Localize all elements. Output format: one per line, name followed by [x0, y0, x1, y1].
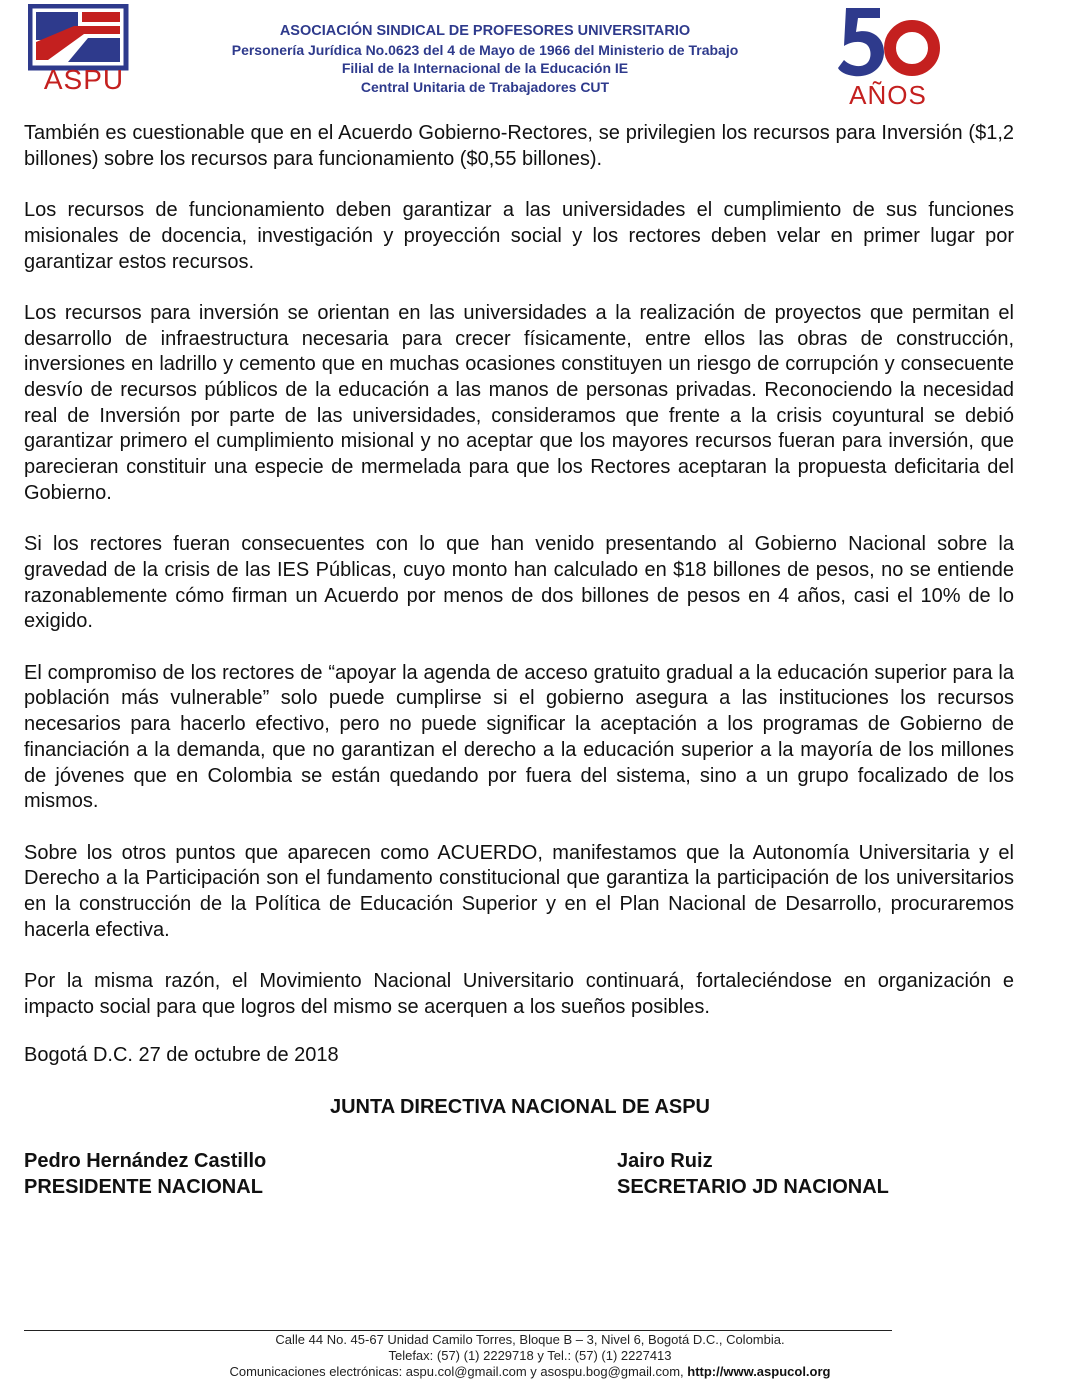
paragraph: Los recursos de funcionamiento deben garantizar a las universidades el cumplimiento de sus funciones misionales de docencia, investigación y proyección social y los rectores deben velar en primer lugar por garantizar estos recursos. — [24, 199, 1014, 273]
footer-contact — [130, 1364, 930, 1380]
letter-body — [24, 121, 1014, 1046]
paragraph: Los recursos para inversión se orientan en las universidades a la realización de proyectos que permitan el desarrollo de infraestructura necesaria para crecer físicamente, entre ellos las obras de construcción, inversiones en ladrillo y cemento que en muchas ocasiones constituyen un riesgo de corrupción y consecuente desvío de recursos públicos de la educación a las manos de personas privadas. Reconociendo la necesidad real de Inversión por parte de las universidades, consideramos que frente a la crisis coyuntural se debió garantizar primero el cumplimiento misional y no aceptar que los mayores recursos fueran para inversión, que parecieran constituir una especie de mermelada para que los Rectores aceptaran la propuesta deficitaria del Gobierno. — [24, 301, 1014, 504]
logo-right-text: AÑOS — [849, 80, 927, 110]
logo-left-text: ASPU — [43, 64, 125, 95]
org-header — [170, 22, 800, 96]
letterhead — [0, 0, 1068, 118]
signature-block-right — [617, 1148, 889, 1200]
paragraph: También es cuestionable que en el Acuerdo Gobierno-Rectores, se privilegien los recursos para Inversión ($1,2 billones) sobre los recursos para funcionamiento ($0,55 billones). — [24, 122, 1014, 170]
paragraph: Sobre los otros puntos que aparecen como ACUERDO, manifestamos que la Autonomía Universitaria y el Derecho a la Participación son el fundamento constitucional que garantiza la participación de los universitarios en la construcción de la Política de Educación Superior y en el Plan Nacional de Desarrollo, procuraremos hacerla efectiva. — [24, 841, 1014, 941]
org-line-4: Central Unitaria de Trabajadores CUT — [360, 78, 610, 95]
footer-address: Calle 44 No. 45-67 Unidad Camilo Torres, Bloque B – 3, Nivel 6, Bogotá D.C., Colombia. — [275, 1332, 785, 1347]
org-line-2: Personería Jurídica No.0623 del 4 de Mayo de 1966 del Ministerio de Trabajo — [231, 41, 739, 58]
signatory-title: PRESIDENTE NACIONAL — [24, 1176, 263, 1198]
aspu-logo-icon — [28, 4, 132, 112]
org-line-3: Filial de la Internacional de la Educación IE — [341, 60, 629, 76]
signature-block-left — [24, 1148, 266, 1200]
junta-heading: JUNTA DIRECTIVA NACIONAL DE ASPU — [329, 1096, 711, 1118]
signatory-title: SECRETARIO JD NACIONAL — [617, 1176, 889, 1198]
paragraph: El compromiso de los rectores de “apoyar la agenda de acceso gratuito gradual a la educación superior para la población más vulnerable” solo puede cumplirse si el gobierno asegura a las instituciones los recursos necesarios para hacerlo efectivo, pero no puede significar la aceptación a los programas de Gobierno de financiación a la demanda, que no garantizan el derecho a la educación superior a la mayoría de los millones de jóvenes que en Colombia se están quedando por fuera del sistema, sino a un grupo focalizado de los mismos. — [24, 661, 1014, 813]
footer-divider — [24, 1330, 892, 1331]
footer-phones: Telefax: (57) (1) 2229718 y Tel.: (57) (1) 2227413 — [388, 1348, 672, 1363]
fifty-years-logo-icon — [836, 2, 940, 112]
footer-emails: Comunicaciones electrónicas: aspu.col@gmail.com y asospu.bog@gmail.com, — [229, 1364, 688, 1379]
paragraph: Por la misma razón, el Movimiento Nacional Universitario continuará, fortaleciéndose en organización e impacto social para que logros del mismo se acerquen a los sueños posibles. — [24, 970, 1014, 1018]
letter-date: Bogotá D.C. 27 de octubre de 2018 — [24, 1044, 339, 1066]
signatory-name: Jairo Ruiz — [617, 1150, 713, 1172]
org-name: ASOCIACIÓN SINDICAL DE PROFESORES UNIVERSITARIO — [279, 23, 691, 39]
footer — [130, 1332, 930, 1380]
website-link[interactable]: http://www.aspucol.org — [687, 1364, 831, 1379]
paragraph: Si los rectores fueran consecuentes con lo que han venido presentando al Gobierno Nacional sobre la gravedad de la crisis de las IES Públicas, cuyo monto han calculado en $18 billones de pesos, no se entiende razonablemente cómo firman un Acuerdo por menos de dos billones de pesos en 4 años, casi el 10% de lo exigido. — [24, 533, 1014, 633]
signatory-name: Pedro Hernández Castillo — [24, 1150, 267, 1172]
